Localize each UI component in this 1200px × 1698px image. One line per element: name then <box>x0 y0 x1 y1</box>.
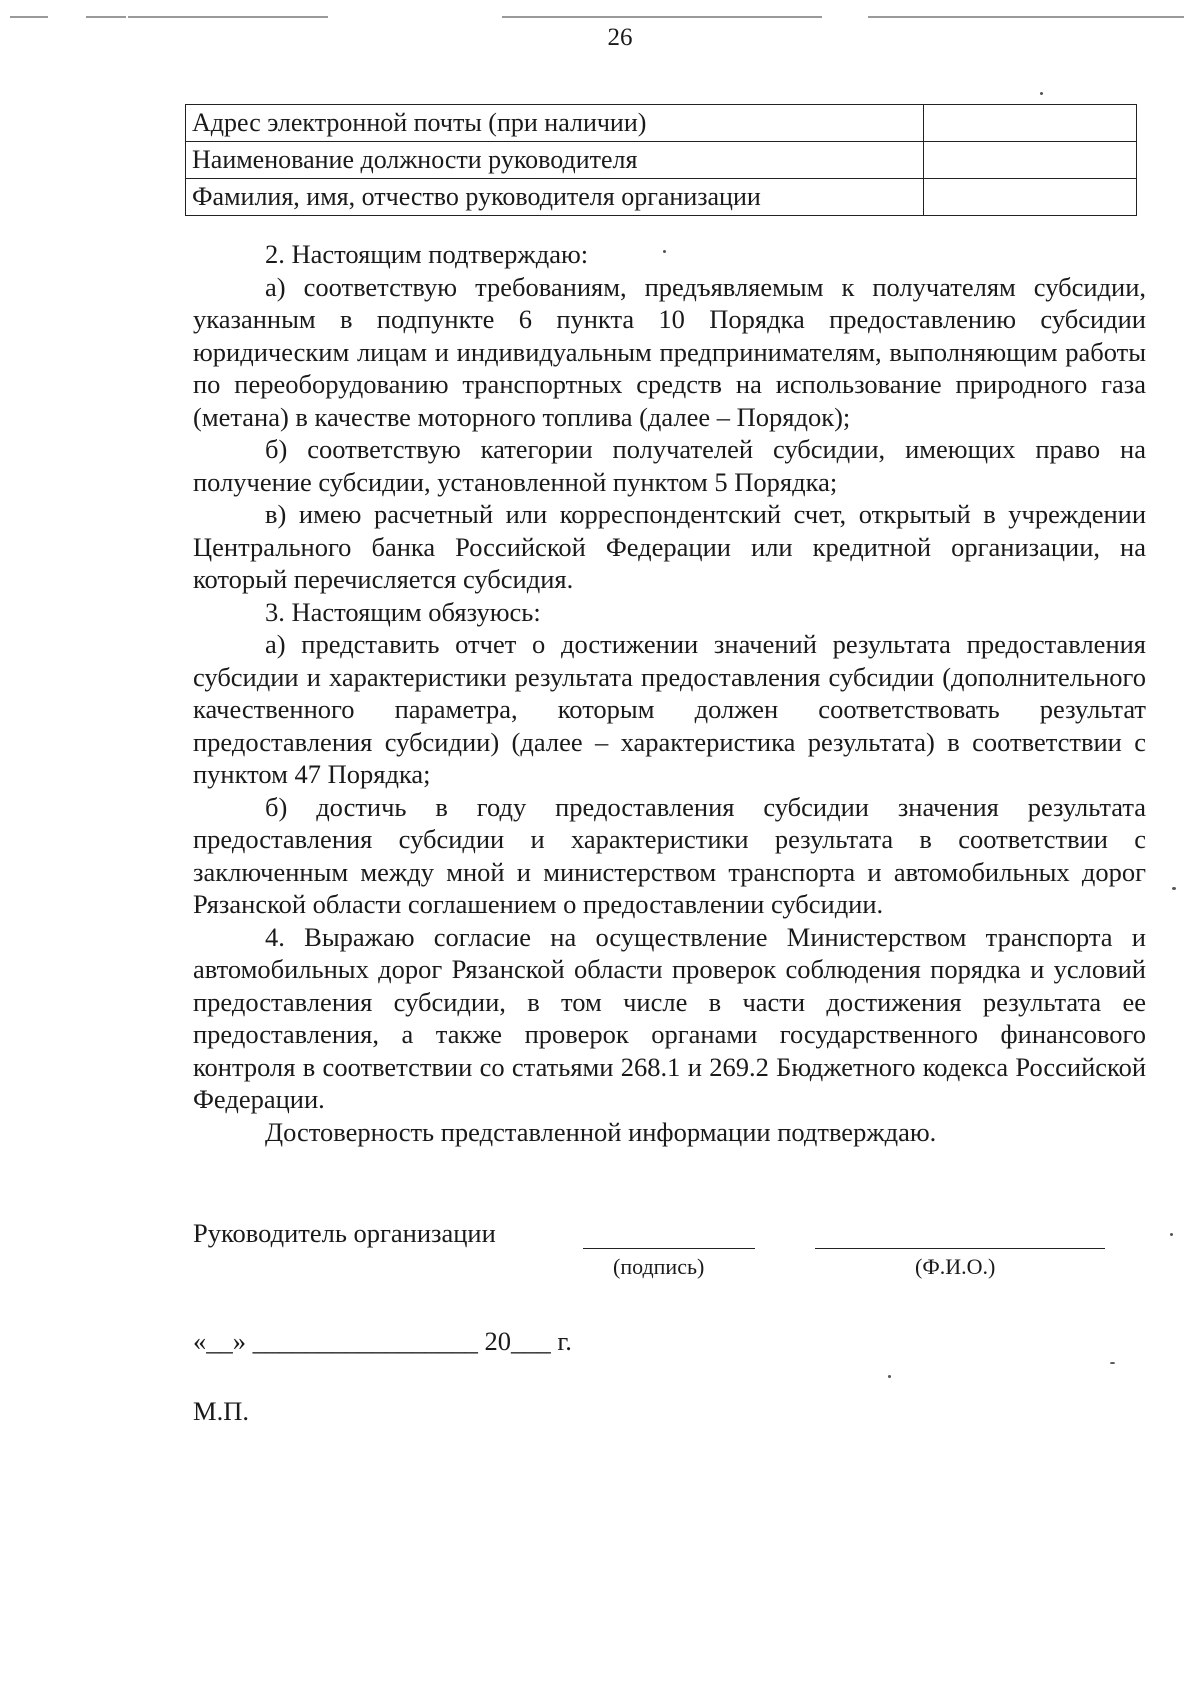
table-row-value[interactable] <box>924 179 1137 216</box>
scan-speck <box>1172 887 1176 890</box>
table-row-label: Наименование должности руководителя <box>186 142 924 179</box>
scan-speck <box>888 1375 891 1378</box>
organization-info-table <box>185 104 1137 216</box>
paragraph: 2. Настоящим подтверждаю: <box>265 239 589 269</box>
paragraph: б) достичь в году предоставления субсидии значения результата предоставления субсидии и характеристики результата в соответствии с заключенным между мной и министерством транспорта и автомобильных дорог Рязанской области соглашением о предоставлении субсидии. <box>193 791 1146 919</box>
signature-line[interactable] <box>583 1248 755 1249</box>
table-row-value[interactable] <box>924 142 1137 179</box>
table-row <box>186 105 1137 142</box>
signature-row <box>193 1218 1133 1278</box>
scan-speck <box>1170 1233 1173 1236</box>
table-row <box>186 142 1137 179</box>
signature-caption: (подпись) <box>613 1254 705 1279</box>
signature-block <box>193 1218 1133 1426</box>
declaration-body <box>193 238 1146 1148</box>
scan-speck <box>1040 92 1043 95</box>
table-row-label: Фамилия, имя, отчество руководителя организации <box>186 179 924 216</box>
paragraph: а) представить отчет о достижении значений результата предоставления субсидии и характеристики результата предоставления субсидии (дополнительного качественного параметра, которым должен соответствовать результат предоставления субсидии) (далее – характеристика результата) в соответствии с пунктом 47 Порядка; <box>193 629 1146 789</box>
scan-speck <box>1110 1362 1115 1364</box>
scan-speck <box>663 250 666 253</box>
paragraph: в) имею расчетный или корреспондентский счет, открытый в учреждении Центрального банка Российской Федерации или кредитной организации, на который перечисляется субсидия. <box>193 499 1146 594</box>
signature-label: Руководитель организации <box>193 1218 496 1248</box>
table-row-label: Адрес электронной почты (при наличии) <box>186 105 924 142</box>
date-line: «__» _________________ 20___ г. <box>193 1326 572 1356</box>
paragraph: 3. Настоящим обязуюсь: <box>265 596 541 627</box>
paragraph: Достоверность представленной информации подтверждаю. <box>265 1116 937 1147</box>
table-row <box>186 179 1137 216</box>
table-row-value[interactable] <box>924 105 1137 142</box>
paragraph: б) соответствую категории получателей субсидии, имеющих право на получение субсидии, установленной пунктом 5 Порядка; <box>193 434 1146 497</box>
name-line[interactable] <box>815 1248 1105 1249</box>
name-caption: (Ф.И.О.) <box>915 1254 996 1279</box>
paragraph: а) соответствую требованиям, предъявляемым к получателям субсидии, указанным в подпункте 6 пункта 10 Порядка предоставлению субсидии юридическим лицам и индивидуальным предпринимателям, выполняющим работы по переоборудованию транспортных средств на использование природного газа (метана) в качестве моторного топлива (далее – Порядок); <box>193 271 1146 432</box>
paragraph: 4. Выражаю согласие на осуществление Министерством транспорта и автомобильных дорог Рязанской области проверок соблюдения порядка и условий предоставления субсидии, в том числе в части достижения результата ее предоставления, а также проверок органами государственного финансового контроля в соответствии со статьями 268.1 и 269.2 Бюджетного кодекса Российской Федерации. <box>193 921 1146 1114</box>
page-number: 26 <box>607 24 633 51</box>
form-sheet <box>193 104 1146 1148</box>
stamp-placeholder: М.П. <box>193 1396 249 1426</box>
